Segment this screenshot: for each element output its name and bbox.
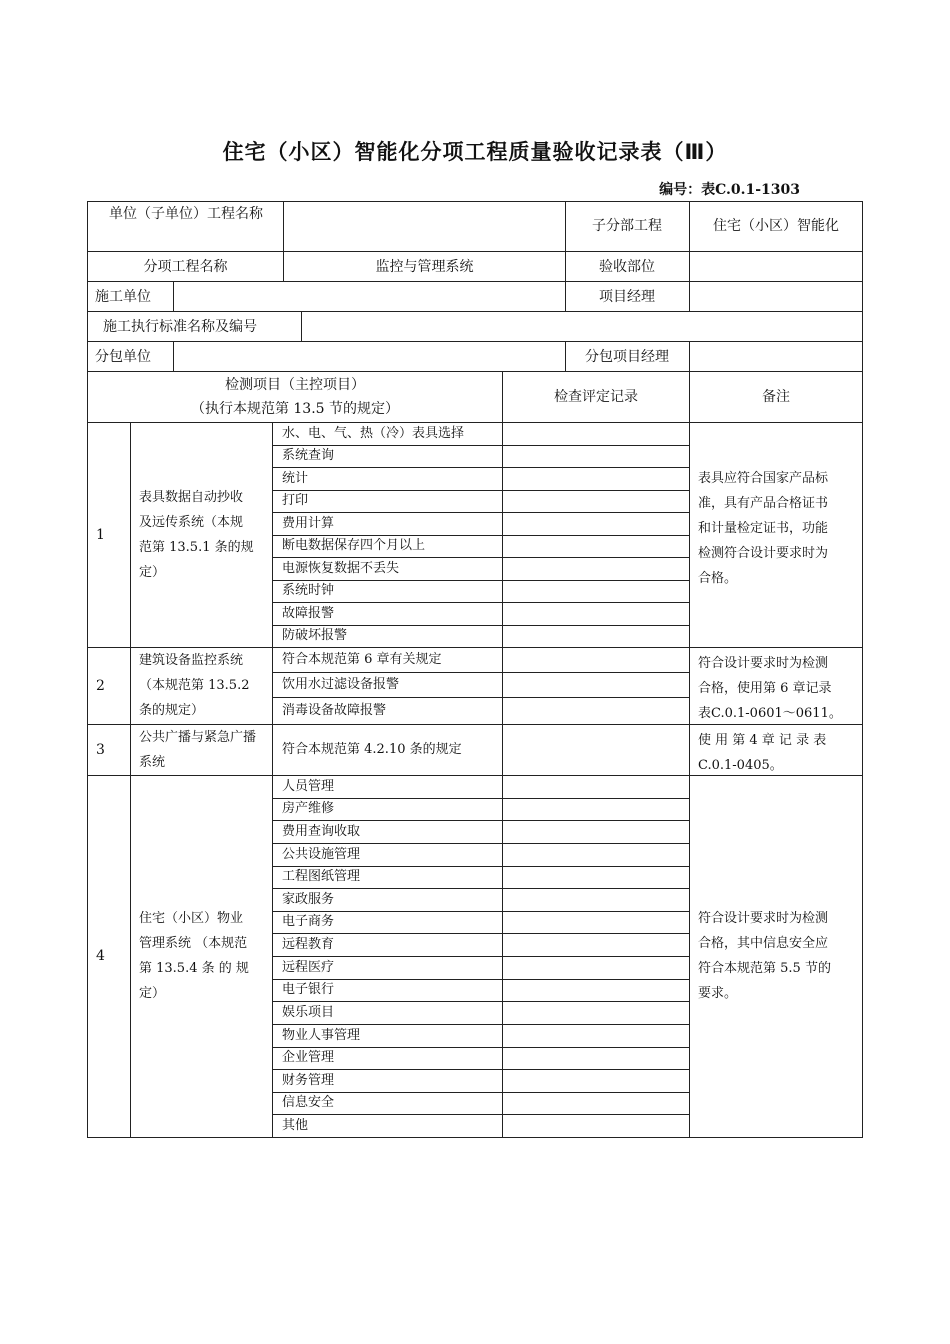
standard-label: 施工执行标准名称及编号 — [103, 318, 257, 335]
check-record-field[interactable] — [503, 1093, 689, 1114]
form-code-label: 编号： — [659, 182, 702, 198]
item-remark — [698, 775, 856, 1137]
item-name-line: 及远传系统（本规 — [139, 514, 244, 530]
check-item: 饮用水过滤设备报警 — [282, 676, 400, 692]
check-item: 系统查询 — [282, 448, 335, 463]
acceptance-label: 验收部位 — [599, 258, 655, 275]
sub-pm-label: 分包项目经理 — [585, 348, 669, 365]
items-column-header — [88, 373, 502, 421]
item-remark-line: C.0.1-0405。 — [698, 758, 783, 773]
sub-pm-field[interactable] — [690, 342, 862, 371]
item-remark-line: 合格，其中信息安全应 — [698, 936, 829, 951]
subcontract-label: 分包单位 — [95, 348, 151, 365]
check-item: 公共设施管理 — [282, 846, 361, 862]
pm-field[interactable] — [690, 282, 862, 311]
items-header-line: （执行本规范第 13.5 节的规定） — [190, 401, 400, 417]
item-remark-line: 表C.0.1-0601～0611。 — [698, 706, 842, 721]
item-name-line: 住宅（小区）物业 — [139, 911, 244, 926]
item-remark-line: 合格，使用第 6 章记录 — [698, 681, 832, 696]
check-item: 系统时钟 — [282, 583, 335, 598]
construction-label: 施工单位 — [95, 288, 151, 305]
construction-field[interactable] — [174, 282, 564, 311]
check-item: 符合本规范第 6 章有关规定 — [282, 651, 442, 667]
check-item: 防破坏报警 — [282, 628, 348, 643]
item-name-line: 建筑设备监控系统 — [139, 653, 244, 668]
check-item: 费用计算 — [282, 515, 335, 531]
check-item: 统计 — [282, 470, 309, 486]
page-title: 住宅（小区）智能化分项工程质量验收记录表（Ⅲ） — [222, 140, 728, 164]
item-name-line: （本规范第 13.5.2 — [139, 678, 250, 693]
remarks-column-header: 备注 — [762, 389, 790, 405]
subdivision-label: 子分部工程 — [592, 218, 662, 234]
check-record-field[interactable] — [503, 673, 689, 697]
check-item: 企业管理 — [282, 1050, 335, 1065]
check-record-field[interactable] — [503, 1048, 689, 1069]
check-item: 娱乐项目 — [282, 1004, 335, 1020]
item-name — [139, 724, 267, 775]
check-record-field[interactable] — [503, 698, 689, 724]
check-record-field[interactable] — [503, 1070, 689, 1092]
grid-line — [272, 422, 273, 1138]
item-number: 4 — [96, 948, 105, 964]
check-record-field[interactable] — [503, 799, 689, 820]
item-number: 2 — [96, 677, 105, 694]
acceptance-field[interactable] — [690, 252, 862, 281]
items-header-line: 检测项目（主控项目） — [225, 377, 365, 393]
check-item: 电子商务 — [282, 914, 335, 929]
check-item: 符合本规范第 4.2.10 条的规定 — [282, 741, 462, 757]
check-record-field[interactable] — [503, 912, 689, 933]
check-item: 电源恢复数据不丢失 — [282, 560, 400, 576]
check-record-field[interactable] — [503, 867, 689, 888]
item-remark-line: 合格。 — [698, 571, 738, 586]
check-item: 远程医疗 — [282, 959, 335, 975]
subcontract-field[interactable] — [174, 342, 564, 371]
unit-name-label: 单位（子单位）工程名称 — [109, 206, 263, 222]
check-item: 故障报警 — [282, 605, 335, 621]
item-remark — [698, 651, 856, 726]
check-item: 费用查询收取 — [282, 823, 361, 839]
check-record-field[interactable] — [503, 446, 689, 467]
item-name-line: 公共广播与紧急广播 — [139, 729, 257, 745]
item-name-line: 条的规定） — [139, 703, 205, 718]
check-item: 水、电、气、热（冷）表具选择 — [282, 425, 465, 441]
grid-line — [689, 341, 690, 1138]
check-item: 物业人事管理 — [282, 1027, 361, 1043]
check-item: 房产维修 — [282, 801, 335, 816]
check-item: 断电数据保存四个月以上 — [282, 538, 426, 553]
check-record-field[interactable] — [503, 1115, 689, 1137]
check-record-field[interactable] — [503, 725, 689, 775]
item-remark-line: 表具应符合国家产品标 — [698, 471, 829, 486]
item-remark-line: 符合本规范第 5.5 节的 — [698, 961, 831, 976]
item-name — [139, 647, 267, 724]
form-code — [659, 179, 800, 199]
check-record-field[interactable] — [503, 776, 689, 798]
pm-label: 项目经理 — [599, 288, 655, 305]
check-record-field[interactable] — [503, 513, 689, 535]
check-record-field[interactable] — [503, 468, 689, 490]
item-name-line: 范第 13.5.1 条的规 — [139, 539, 254, 555]
check-item: 电子银行 — [282, 982, 335, 997]
item-remark-line: 符合设计要求时为检测 — [698, 911, 829, 926]
item-name-line: 管理系统 （本规范 — [139, 936, 248, 951]
check-item: 其他 — [282, 1117, 309, 1133]
standard-field[interactable] — [302, 312, 862, 341]
item-remark-line: 要求。 — [698, 986, 738, 1001]
check-record-field[interactable] — [503, 934, 689, 956]
check-item: 人员管理 — [282, 778, 335, 794]
item-number: 1 — [96, 526, 105, 543]
check-record-field[interactable] — [503, 603, 689, 625]
item-remark-line: 和计量检定证书，功能 — [698, 521, 829, 536]
item-name — [139, 422, 267, 647]
check-record-field[interactable] — [503, 491, 689, 512]
item-remark — [698, 466, 856, 606]
check-record-field[interactable] — [503, 957, 689, 979]
check-record-field[interactable] — [503, 980, 689, 1001]
record-column-header: 检查评定记录 — [554, 389, 638, 405]
item-name — [139, 775, 267, 1137]
item-remark-line: 符合设计要求时为检测 — [698, 656, 829, 671]
item-remark-line: 使 用 第 4 章 记 录 表 — [698, 733, 827, 748]
subitem-value: 监控与管理系统 — [375, 258, 474, 275]
check-item: 财务管理 — [282, 1072, 335, 1088]
check-record-field[interactable] — [503, 536, 689, 557]
check-record-field[interactable] — [503, 558, 689, 580]
check-item: 工程图纸管理 — [282, 869, 361, 884]
item-remark-line: 准，具有产品合格证书 — [698, 496, 829, 511]
unit-name-field[interactable] — [284, 202, 564, 250]
subdivision-value: 住宅（小区）智能化 — [713, 218, 839, 234]
item-name-line: 系统 — [139, 754, 166, 770]
check-record-field[interactable] — [503, 1002, 689, 1024]
check-item: 打印 — [282, 493, 309, 508]
item-remark-line: 检测符合设计要求时为 — [698, 546, 829, 561]
item-remark — [698, 728, 856, 778]
check-record-field[interactable] — [503, 821, 689, 843]
check-record-field[interactable] — [503, 1025, 689, 1047]
item-name-line: 定） — [139, 986, 166, 1001]
form-code-value: 表C.0.1-1303 — [701, 182, 800, 198]
check-record-field[interactable] — [503, 648, 689, 672]
check-record-field[interactable] — [503, 626, 689, 647]
check-item: 远程教育 — [282, 936, 335, 952]
check-record-field[interactable] — [503, 844, 689, 866]
check-record-field[interactable] — [503, 581, 689, 602]
check-item: 消毒设备故障报警 — [282, 702, 387, 718]
check-item: 信息安全 — [282, 1095, 335, 1110]
check-item: 家政服务 — [282, 891, 335, 907]
item-number: 3 — [96, 741, 105, 758]
item-name-line: 表具数据自动抄收 — [139, 489, 244, 505]
check-record-field[interactable] — [503, 423, 689, 445]
grid-line — [130, 422, 131, 1138]
check-record-field[interactable] — [503, 889, 689, 911]
item-name-line: 定） — [139, 564, 166, 580]
subitem-label: 分项工程名称 — [143, 258, 228, 275]
item-name-line: 第 13.5.4 条 的 规 — [139, 961, 249, 976]
